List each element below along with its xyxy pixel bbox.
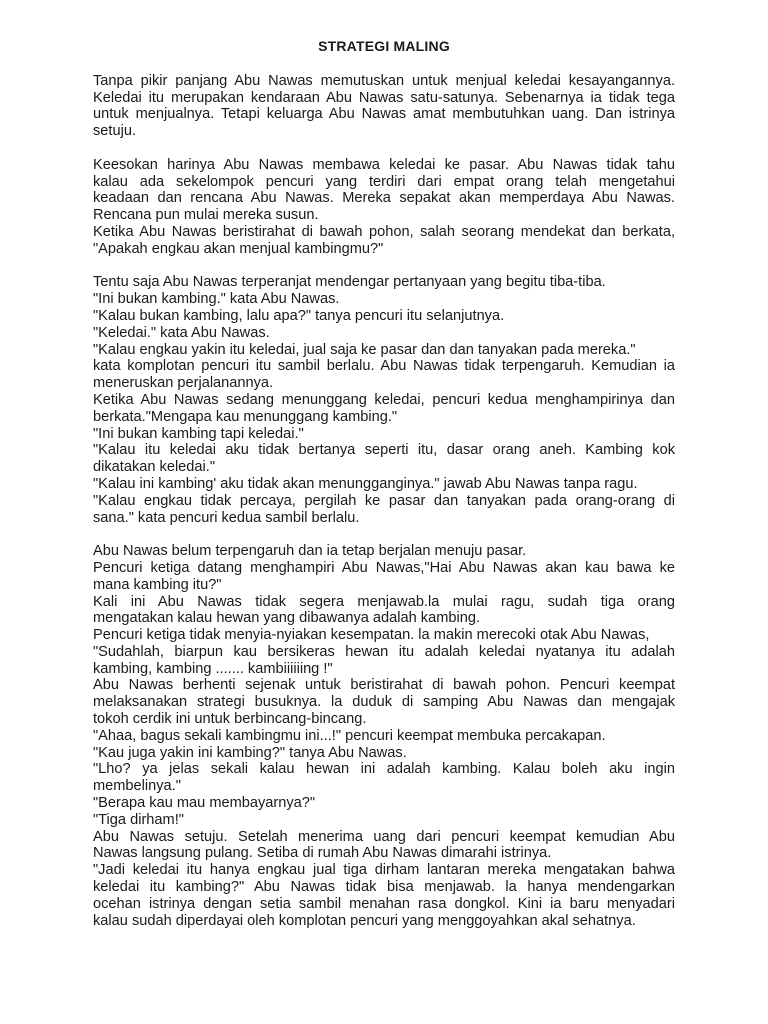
text-line: "Apakah engkau akan menjual kambingmu?" [93,240,384,257]
text-line: "Lho? ya jelas sekali kalau hewan ini adalah kambing. Kalau boleh aku ingin [93,761,675,778]
text-line: keadaan dan rencana Abu Nawas. Mereka sepakat akan memperdaya Abu Nawas. [93,190,675,207]
text-line: Abu Nawas belum terpengaruh dan ia tetap berjalan menuju pasar. [93,543,527,560]
text-line: Abu Nawas berhenti sejenak untuk beristirahat di bawah pohon. Pencuri keempat [93,677,675,694]
text-line: "Ini bukan kambing tapi keledai." [93,425,304,442]
text-line: dikatakan keledai." [93,459,216,476]
text-line: "Sudahlah, biarpun kau bersikeras hewan itu adalah keledai nyatanya itu adalah [93,643,675,660]
text-line: Kali ini Abu Nawas tidak segera menjawab.la mulai ragu, sudah tiga orang [93,593,675,610]
text-line: Nawas langsung pulang. Setiba di rumah Abu Nawas dimarahi istrinya. [93,845,552,862]
text-line: sana." kata pencuri kedua sambil berlalu. [93,509,360,526]
text-line: "Kalau bukan kambing, lalu apa?" tanya pencuri itu selanjutnya. [93,307,505,324]
text-line: keledai itu kambing?" Abu Nawas tidak bisa menjawab. la hanya mendengarkan [93,879,675,896]
document-page [93,38,675,929]
text-line: untuk menjualnya. Tetapi keluarga Abu Nawas amat membutuhkan uang. Dan istrinya [93,106,675,123]
text-line: "Berapa kau mau membayarnya?" [93,795,316,812]
paragraph-gap [93,140,675,157]
text-line: membelinya." [93,778,181,795]
paragraph-gap [93,526,675,543]
text-line: Tentu saja Abu Nawas terperanjat mendengar pertanyaan yang begitu tiba-tiba. [93,274,606,291]
text-line: "Kau juga yakin ini kambing?" tanya Abu Nawas. [93,744,407,761]
text-line: "Ahaa, bagus sekali kambingmu ini...!" pencuri keempat membuka percakapan. [93,727,606,744]
text-line: "Kalau engkau yakin itu keledai, jual saja ke pasar dan dan tanyakan pada mereka." [93,341,636,358]
text-line: Pencuri ketiga datang menghampiri Abu Nawas,"Hai Abu Nawas akan kau bawa ke [93,559,675,576]
paragraph [93,157,675,258]
text-line: Keledai itu merupakan kendaraan Abu Nawas satu-satunya. Sebenarnya ia tidak tega [93,89,675,106]
text-line: kalau sudah diperdayai oleh komplotan pencuri yang menggoyahkan akal sehatnya. [93,912,636,929]
text-line: "Ini bukan kambing." kata Abu Nawas. [93,291,340,308]
text-line: tokoh cerdik ini untuk berbincang-bincang. [93,711,367,728]
text-line: Tanpa pikir panjang Abu Nawas memutuskan untuk menjual keledai kesayangannya. [93,72,675,89]
paragraph [93,73,675,140]
document-title: STRATEGI MALING [318,38,450,54]
text-line: "Jadi keledai itu hanya engkau jual tiga dirham lantaran mereka mengatakan bahwa [93,862,675,879]
text-line: kalau ada sekelompok pencuri yang terdiri dari empat orang telah mengetahui [93,173,675,190]
paragraph [93,274,675,526]
text-line: "Kalau itu keledai aku tidak bertanya seperti itu, dasar orang aneh. Kambing kok [93,442,675,459]
text-line: ocehan istrinya dengan setia sambil menahan rasa dongkol. Kini ia baru menyadari [93,895,675,912]
text-line: melaksanakan strategi busuknya. la duduk di samping Abu Nawas dan mengajak [93,694,675,711]
text-line: Abu Nawas setuju. Setelah menerima uang dari pencuri keempat kemudian Abu [93,828,675,845]
text-line: Keesokan harinya Abu Nawas membawa keledai ke pasar. Abu Nawas tidak tahu [93,156,675,173]
paragraph [93,543,675,929]
text-line: Pencuri ketiga tidak menyia-nyiakan kesempatan. la makin merecoki otak Abu Nawas, [93,627,650,644]
text-line: Ketika Abu Nawas beristirahat di bawah pohon, salah seorang mendekat dan berkata, [93,223,675,240]
document-body [93,73,675,930]
text-line: "Keledai." kata Abu Nawas. [93,324,270,341]
text-line: berkata."Mengapa kau menunggang kambing." [93,408,398,425]
text-line: setuju. [93,123,136,140]
text-line: "Kalau ini kambing' aku tidak akan menungganginya." jawab Abu Nawas tanpa ragu. [93,475,638,492]
text-line: "Tiga dirham!" [93,811,184,828]
text-line: Ketika Abu Nawas sedang menunggang keledai, pencuri kedua menghampirinya dan [93,391,675,408]
text-line: kambing, kambing ....... kambiiiiiing !" [93,660,333,677]
text-line: mana kambing itu?" [93,576,222,593]
text-line: "Kalau engkau tidak percaya, pergilah ke pasar dan tanyakan pada orang-orang di [93,492,675,509]
text-line: meneruskan perjalanannya. [93,375,274,392]
text-line: mengatakan kalau hewan yang dibawanya adalah kambing. [93,610,481,627]
text-line: Rencana pun mulai mereka susun. [93,207,319,224]
text-line: kata komplotan pencuri itu sambil berlalu. Abu Nawas tidak terpengaruh. Kemudian ia [93,358,675,375]
paragraph-gap [93,258,675,275]
